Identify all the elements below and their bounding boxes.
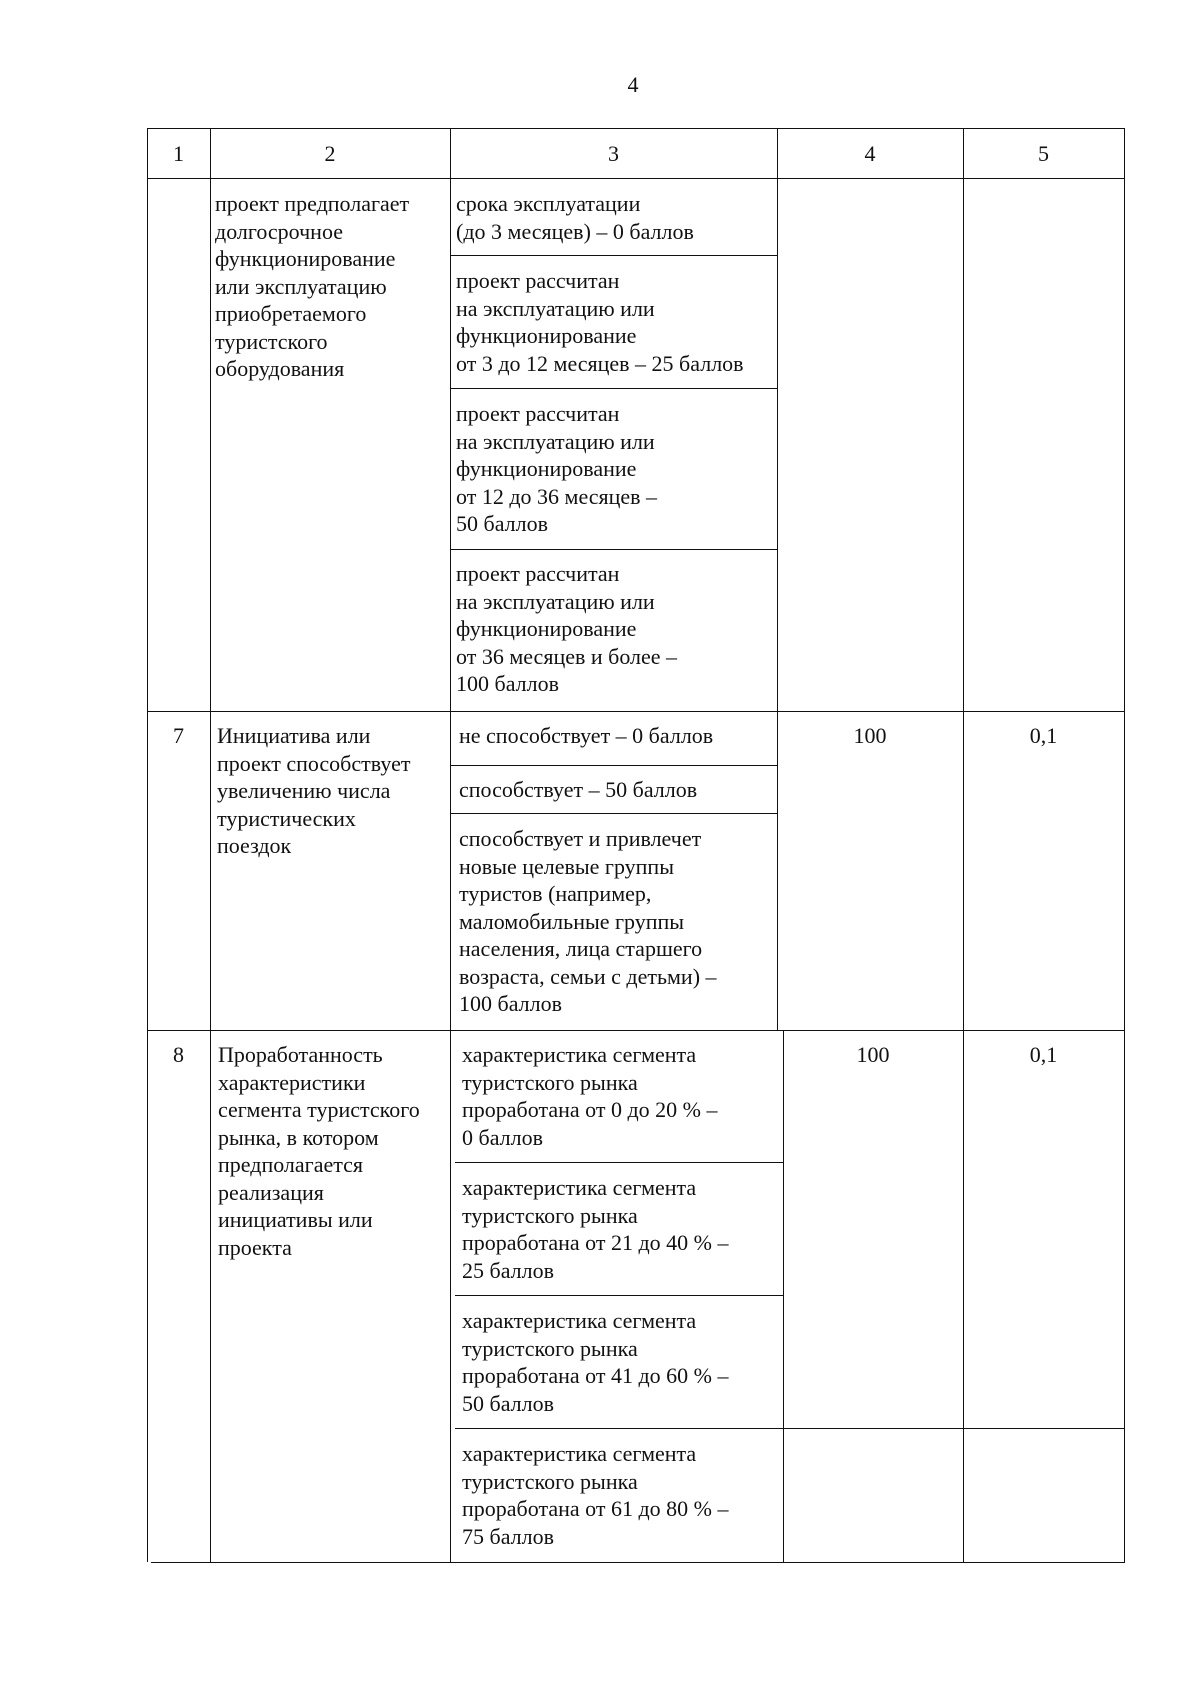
table-rule [451,765,777,766]
criterion-cell: Проработанность характеристики сегмента туристского рынка, в котором предполагается реализация инициативы или проекта [218,1042,420,1260]
header-cell: 3 [608,141,619,166]
option-cell: способствует и привлечет новые целевые группы туристов (например, маломобильные группы населения, лица старшего возраста, семьи с детьми) – 100 баллов [459,826,717,1016]
table-rule [455,1295,783,1296]
table-rule [147,711,1125,712]
table-rule [455,1428,1125,1429]
table-rule [451,813,777,814]
table-rule [210,128,211,1562]
option-cell: характеристика сегмента туристского рынка проработана от 41 до 60 % – 50 баллов [462,1308,729,1416]
table-rule [151,1562,1125,1563]
header-cell: 4 [864,141,876,166]
table-rule [147,1030,1125,1031]
table-rule [963,128,964,1562]
option-cell: характеристика сегмента туристского рынка проработана от 21 до 40 % – 25 баллов [462,1175,729,1283]
option-cell: срока эксплуатации (до 3 месяцев) – 0 баллов [456,191,694,244]
header-cell: 2 [324,141,336,166]
header-cell: 1 [173,141,184,166]
table-rule [783,1030,784,1562]
weight-cell: 0,1 [1029,1042,1058,1067]
table-rule [147,128,1125,129]
row-number: 8 [173,1042,184,1067]
row-number: 7 [173,723,184,748]
option-cell: проект рассчитан на эксплуатацию или функционирование от 3 до 12 месяцев – 25 баллов [456,268,744,376]
option-cell: характеристика сегмента туристского рынка проработана от 61 до 80 % – 75 баллов [462,1441,729,1549]
option-cell: проект рассчитан на эксплуатацию или функционирование от 36 месяцев и более – 100 баллов [456,561,678,696]
table-rule [451,388,777,389]
criterion-cell: Инициатива или проект способствует увеличению числа туристических поездок [217,723,411,858]
table-rule [1124,128,1125,1562]
max-score-cell: 100 [856,1042,890,1067]
option-cell: не способствует – 0 баллов [459,723,714,748]
table-rule [450,128,451,1562]
table-rule [451,255,777,256]
option-cell: характеристика сегмента туристского рынка проработана от 0 до 20 % – 0 баллов [462,1042,718,1150]
header-cell: 5 [1038,141,1049,166]
option-cell: проект рассчитан на эксплуатацию или функционирование от 12 до 36 месяцев – 50 баллов [456,401,658,536]
max-score-cell: 100 [853,723,887,748]
weight-cell: 0,1 [1029,723,1058,748]
table-rule [777,128,778,1030]
table-rule [455,1162,783,1163]
criterion-cell: проект предполагает долгосрочное функционирование или эксплуатацию приобретаемого туристского оборудования [215,191,410,381]
page-number: 4 [627,72,639,97]
option-cell: способствует – 50 баллов [459,777,698,802]
table-rule [451,549,777,550]
table-rule [147,128,148,1562]
table-rule [147,178,1125,179]
